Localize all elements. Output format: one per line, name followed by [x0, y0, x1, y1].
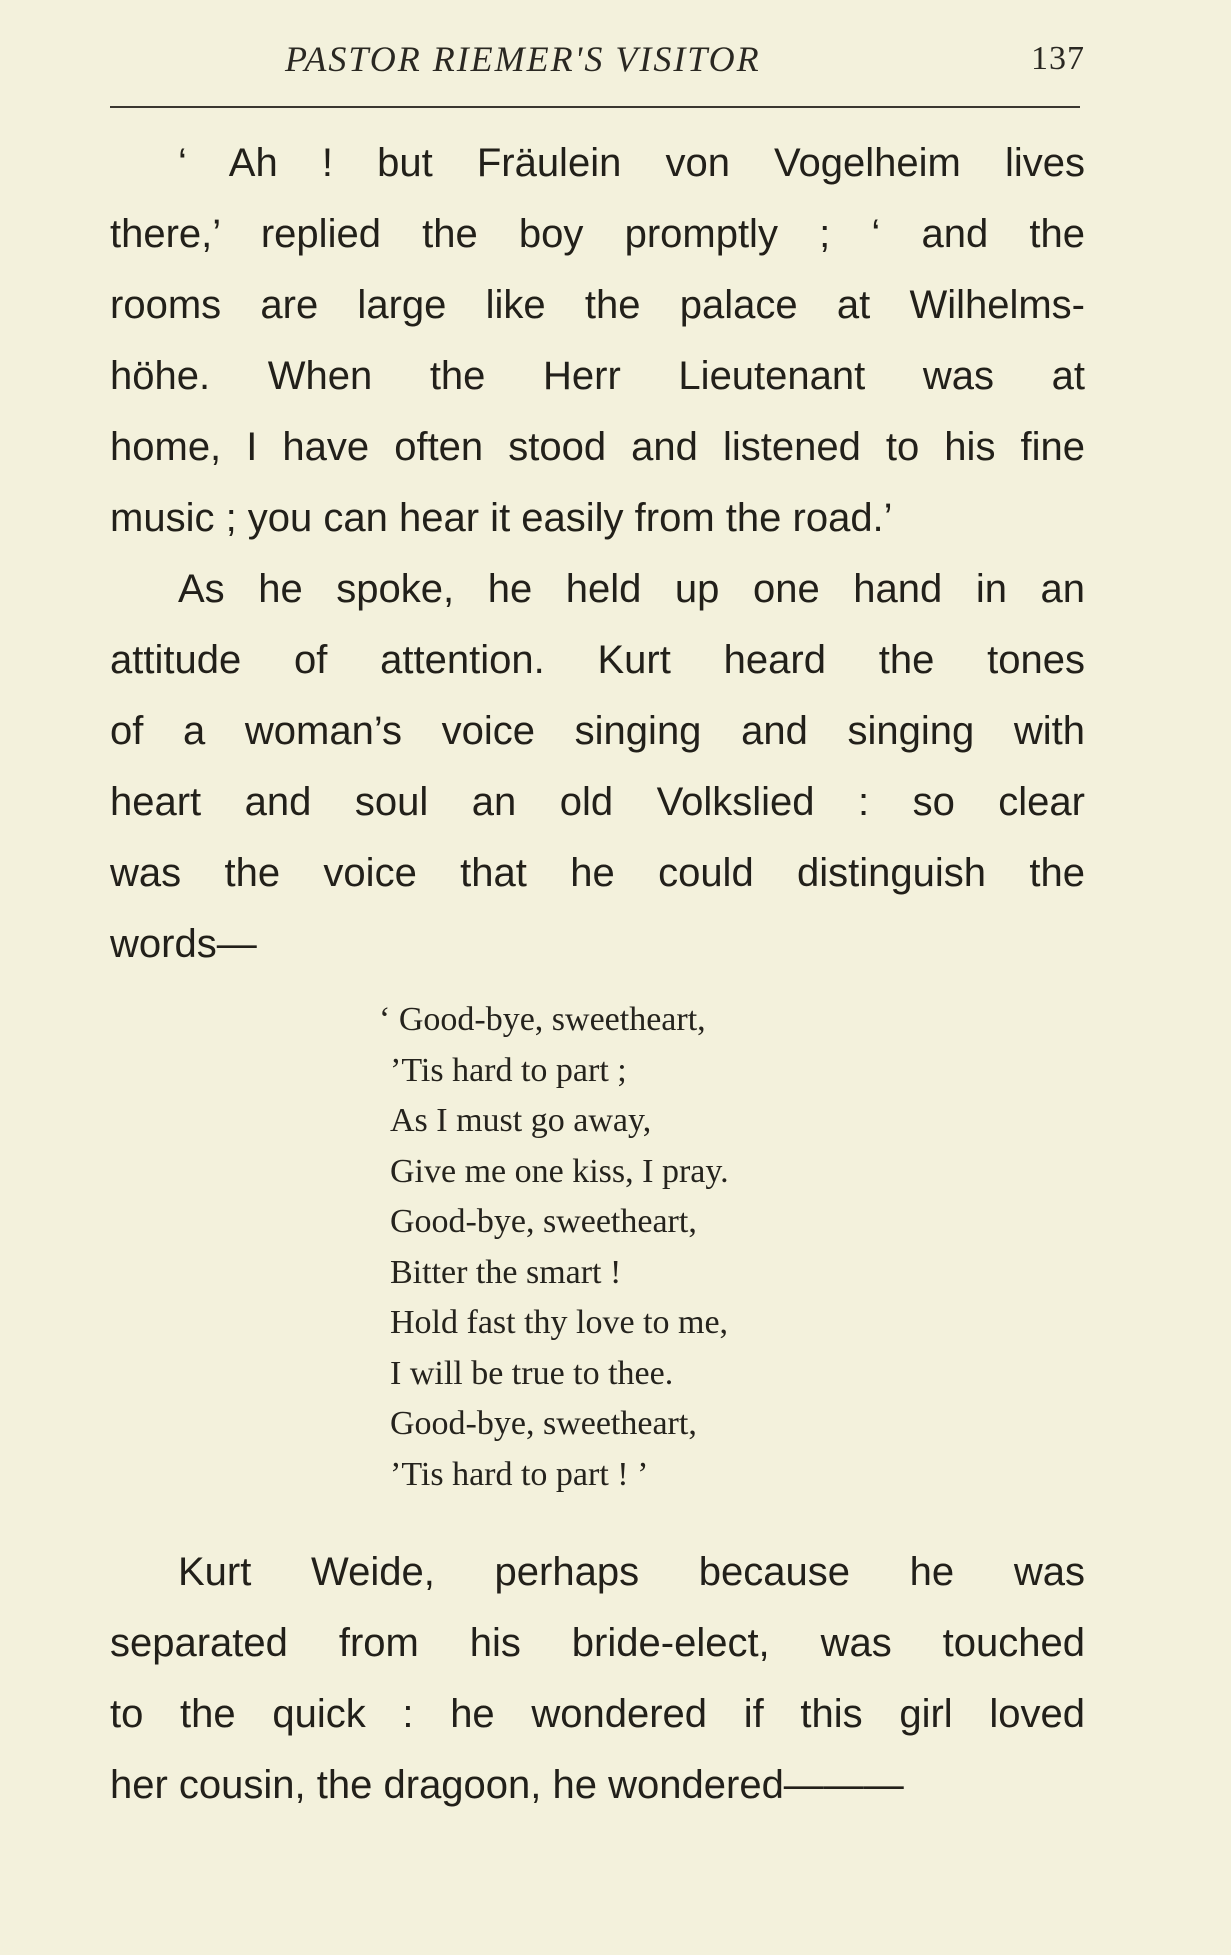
text-line: heart and soul an old Volkslied : so clear	[110, 780, 1085, 824]
verse-line: Hold fast thy love to me,	[390, 1304, 729, 1341]
verse-line: ’Tis hard to part ;	[390, 1051, 627, 1089]
page-number: 137	[1031, 40, 1085, 77]
text-line: there,’ replied the boy promptly ; ‘ and the	[110, 212, 1085, 256]
verse-line: Good-bye, sweetheart,	[390, 1405, 697, 1442]
verse-line: ‘ Good-bye, sweetheart,	[379, 1001, 706, 1038]
paragraph-3	[110, 1537, 1085, 1821]
text-line: to the quick : he wondered if this girl loved	[110, 1692, 1085, 1736]
text-line: of a woman’s voice singing and singing with	[110, 709, 1085, 753]
verse-line: Good-bye, sweetheart,	[390, 1203, 697, 1240]
running-title: PASTOR RIEMER'S VISITOR	[285, 39, 761, 79]
verse-line: As I must go away,	[390, 1102, 652, 1139]
header-rule	[110, 106, 1080, 108]
song-verse	[379, 995, 729, 1500]
paragraph-1	[110, 128, 1085, 554]
running-head	[110, 30, 1085, 90]
text-line: As he spoke, he held up one hand in an	[178, 567, 1085, 611]
verse-line: Bitter the smart !	[390, 1253, 622, 1291]
verse-line: I will be true to thee.	[390, 1354, 674, 1392]
text-line: ‘ Ah ! but Fräulein von Vogelheim lives	[178, 141, 1085, 185]
text-line: home, I have often stood and listened to his fine	[110, 425, 1085, 469]
text-line: rooms are large like the palace at Wilhelms-	[110, 283, 1085, 327]
verse-line: Give me one kiss, I pray.	[390, 1152, 729, 1190]
text-line: attitude of attention. Kurt heard the tones	[110, 638, 1085, 682]
text-line: was the voice that he could distinguish the	[110, 851, 1085, 895]
text-line: music ; you can hear it easily from the road.’	[110, 496, 893, 540]
text-line: Kurt Weide, perhaps because he was	[178, 1550, 1085, 1594]
text-line: höhe. When the Herr Lieutenant was at	[110, 354, 1085, 398]
paragraph-2	[110, 554, 1085, 980]
text-line: separated from his bride-elect, was touched	[110, 1621, 1085, 1665]
verse-line: ’Tis hard to part ! ’	[390, 1455, 649, 1493]
text-line: words—	[110, 922, 257, 966]
text-line: her cousin, the dragoon, he wondered———	[110, 1763, 904, 1807]
